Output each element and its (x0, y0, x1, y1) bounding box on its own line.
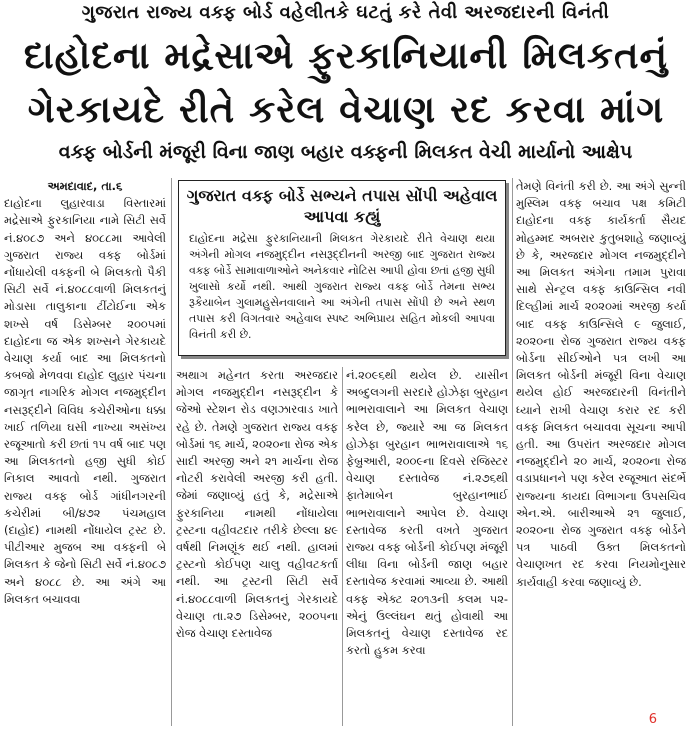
column-4-text: તેમણે વિનંતી કરી છે. આ અંગે સુન્ની મુસ્લિમ વક્ફ બચાવ પક્ષ કમિટી દાહોદના વક્ફ કાર્યકર્તા સૈયદ મોહમ્મદ અબરાર કુતુબશાહે જણાવ્યું છે કે, અરજદાર મોગલ નજમુદ્દીને આ મિલકત અંગેના તમામ પુરાવા સાથે સેન્ટ્રલ વક્ફ કાઉન્સિલ નવી દિલ્હીમાં માર્ચ ૨૦૨૦માં અરજી કર્યા બાદ વક્ફ કાઉન્સિલે ૯ જુલાઈ, ૨૦૨૦ના રોજ ગુજરાત રાજ્ય વક્ફ બોર્ડના સીઈઓને પત્ર લખી આ મિલકત બોર્ડની મંજૂરી વિના વેચાણ થયેલ હોઈ અરજદારની વિનંતીને ધ્યાને રાખી વેચાણ કરાર રદ કરી વક્ફ મિલકત બચાવવા સૂચના આપી હતી. આ ઉપરાંત અરજદાર મોગલ નજમુદ્દીને ૨૦ માર્ચ, ૨૦૨૦ના રોજ વડાપ્રધાનને પણ કરેલ રજૂઆત સંદર્ભે રાજ્યના કાયદા વિભાગના ઉપસચિવ એન.એ. બારીઆએ ૨૧ જુલાઈ, ૨૦૨૦ના રોજ ગુજરાત વક્ફ બોર્ડને પત્ર પાઠવી ઉક્ત મિલકતનો વેચાણખત રદ કરવા નિયમોનુસાર કાર્યવાહી કરવા જણાવ્યું છે. (516, 179, 686, 589)
column-2-text: અથાગ મહેનત કરતા અરજદાર મોગલ નજમુદ્દીન નસરૂદ્દીન કે જેઓ સ્ટેશન રોડ વણઝારવાડ ખાતે રહે છે. તેમણે ગુજરાત રાજ્ય વક્ફ બોર્ડમાં ૧૬ માર્ચ, ૨૦૨૦ના રોજ એક સાદી અરજી અને ૨૧ માર્ચના રોજ નોટરી કરાવેલી અરજી કરી હતી. જેમાં જણાવ્યું હતું કે, મદ્રેસાએ ફુરકાનિયા નામથી નોંધાયેલા ટ્રસ્ટના વહીવટદાર તરીકે છેલ્લા ૪૯ વર્ષથી નિમણૂંક થઈ નથી. હાલમાં ટ્રસ્ટનો કોઈપણ ચાલુ વહીવટકર્તા નથી. આ ટ્રસ્ટની સિટી સર્વે નં.૪૦૮૮વાળી મિલકતનું ગેરકાયદે વેચાણ તા.૨૭ ડિસેમ્બર, ૨૦૦૫ના રોજ વેચાણ દસ્તાવેજ (176, 368, 338, 641)
page-number: 6 (648, 712, 657, 727)
column-divider (512, 178, 513, 726)
headline-line-1: દાહોદના મદ્રેસાએ ફુરકાનિયાની મિલકતનું (23, 34, 669, 77)
column-2 (176, 367, 338, 727)
column-4 (516, 178, 686, 726)
column-1 (4, 178, 166, 726)
kicker-line: ગુજરાત રાજ્ય વક્ફ બોર્ડ વહેલીતકે ઘટતું કરે તેવી અરજદારની વિનંતી (81, 2, 610, 23)
headline-line-2: ગેરકાયદે રીતે કરેલ વેચાણ રદ કરવા માંગ (27, 88, 665, 131)
column-1-text: દાહોદના લુહારવાડા વિસ્તારમાં મદ્રેસાએ ફુરકાનિયા નામે સિટી સર્વે નં.૪૦૮૭ અને ૪૦૮૮મા આવેલી ગુજરાત રાજ્ય વક્ફ બોર્ડમાં નોંધાયેલી વક્ફની બે મિલકતો પૈકી સિટી સર્વે નં.૪૦૮૮વાળી મિલકતનું મોડાસા તાલુકાના ટીંટોઈના એક શખ્સે વર્ષ ડિસેમ્બર ૨૦૦૫માં દાહોદના જ એક શખ્સને ગેરકાયદે વેચાણ કર્યા બાદ આ મિલકતનો કબજો મેળવવા દાહોદ લુહાર પંચના જાગૃત નાગરિક મોગલ નજમુદ્દીન નસરૂદ્દીને વિવિધ કચેરીઓના ધક્કા ખાઈ તળિયા ઘસી નાખ્યા અસંખ્ય રજૂઆતો કરી છતાં ૧૫ વર્ષ બાદ પણ આ મિલકતનો હજી સુધી કોઈ નિકાલ આવતો નથી. ગુજરાત રાજ્ય વક્ફ બોર્ડ ગાંધીનગરની કચેરીમાં બી/૪૭૨ પંચમહાલ (દાહોદ) નામથી નોંધાયેલ ટ્રસ્ટ છે. પીટીઆર મુજબ આ વક્ફની બે મિલકત કે જેનો સિટી સર્વે નં.૪૦૮૭ અને ૪૦૮૮ છે. આ અંગે આ મિલકત બચાવવા (4, 196, 166, 606)
column-3-text: નં.૨૦૯૬થી થયેલ છે. યાસીન અબ્દુલગની સરદારે હોઝેફા બુરહાન ભાભરાવાલાને આ મિલકત વેચાણ કરેલ છે, જ્યારે આ જ મિલકત હોઝેફા બુરહાન ભાભરાવાલાએ ૧૬ ફેબ્રુઆરી, ૨૦૦૯ના દિવસે રજિસ્ટર વેચાણ દસ્તાવેજ નં.૨૭૬થી ફાતેમાબેન બુરહાનભાઈ ભાભરાવાલાને આપેલ છે. વેચાણ દસ્તાવેજ કરતી વખતે ગુજરાત રાજ્ય વક્ફ બોર્ડની કોઈપણ મંજૂરી લીધા વિના બોર્ડની જાણ બહાર દસ્તાવેજ કરવામાં આવ્યા છે. આથી વક્ફ એક્ટ ૨૦૧૩ની કલમ ૫૨-એનું ઉલ્લંઘન થતું હોવાથી આ મિલકતનું વેચાણ દસ્તાવેજ રદ કરતો હુકમ કરવા (346, 368, 508, 658)
column-3 (346, 367, 508, 727)
sidebar-box-title: ગુજરાત વક્ફ બોર્ડે સભ્યને તપાસ સોંપી અહેવાલ આપવા કહ્યું (186, 186, 498, 226)
subheadline: વક્ફ બોર્ડની મંજૂરી વિના જાણ બહાર વક્ફની મિલકત વેચી માર્યાનો આક્ષેપ (58, 141, 633, 163)
dateline: અમદાવાદ, તા.૬ (47, 179, 123, 193)
sidebar-box (178, 180, 506, 356)
column-divider (342, 367, 343, 726)
column-divider (171, 178, 172, 726)
sidebar-box-text: દાહોદના મદ્રેસા ફુરકાનિયાની મિલકત ગેરકાયદે રીતે વેચાણ થયા અંગેની મોગલ નજમુદ્દીન નસરૂદ્દીનની અરજી બાદ ગુજરાત રાજ્ય વક્ફ બોર્ડે સામાવાળાઓને અનેકવાર નોટિસ આપી હોવા છતાં હજી સુધી ખુલાસો કર્યો નથી. આથી ગુજરાત રાજ્ય વક્ફ બોર્ડે તેમના સભ્ય રૂકૈયાબેન ગુલામહુસેનવાલાને આ અંગેની તપાસ સોંપી છે અને સ્થળ તપાસ કરી વિગતવાર અહેવાલ સ્પષ્ટ અભિપ્રાય સહિત મોકલી આપવા વિનંતી કરી છે. (189, 232, 495, 341)
